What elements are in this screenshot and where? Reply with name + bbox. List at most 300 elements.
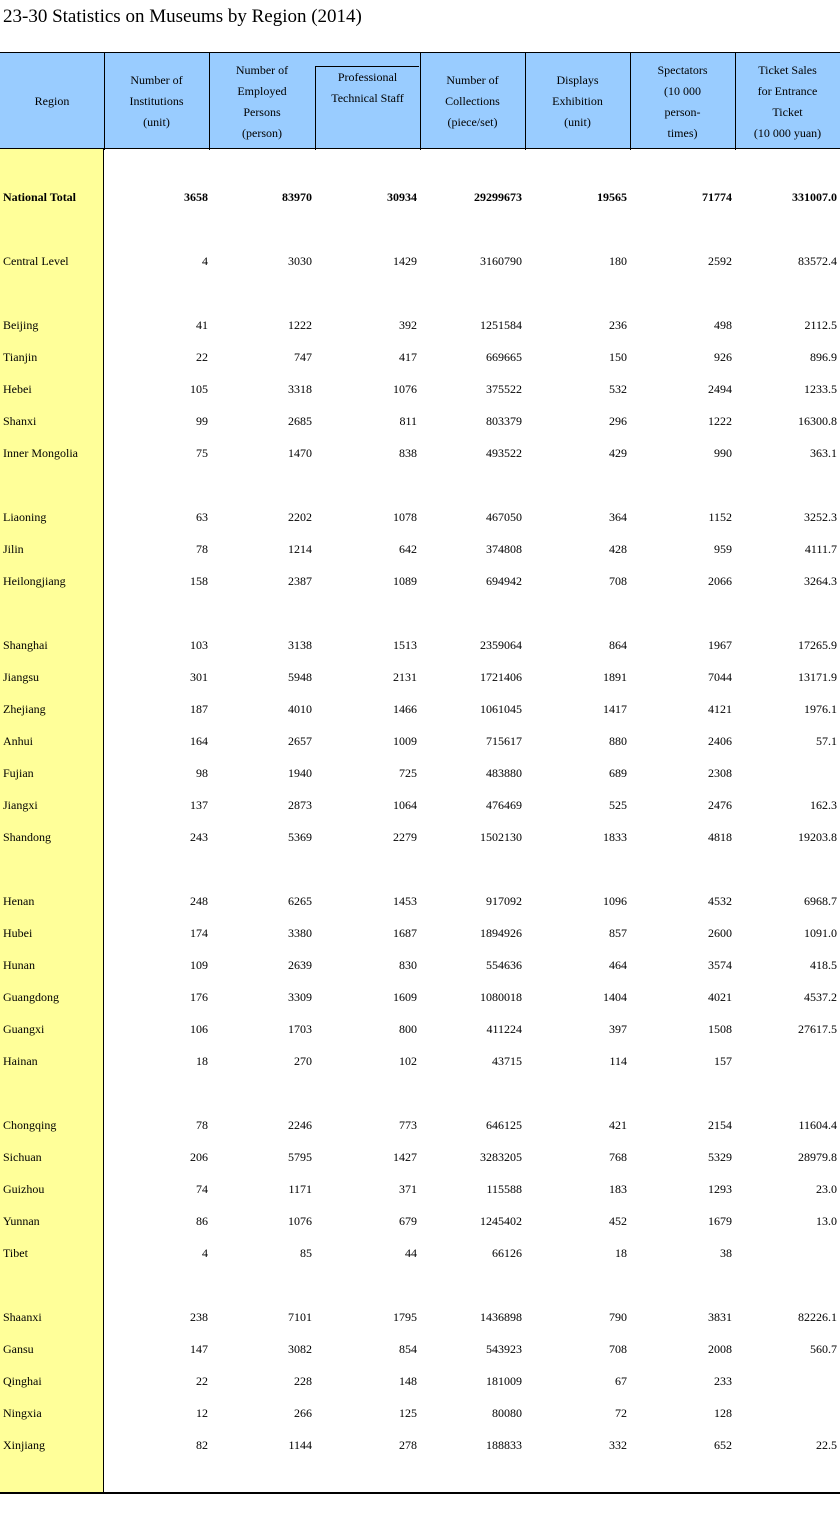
cell-value: 233 bbox=[714, 1374, 732, 1388]
cell-value: 421 bbox=[609, 1118, 627, 1132]
cell-value: 44 bbox=[405, 1246, 417, 1260]
cell-value: 429 bbox=[609, 446, 627, 460]
cell-value: 4 bbox=[202, 254, 208, 268]
region-name: Guangdong bbox=[3, 990, 59, 1004]
table-row bbox=[0, 379, 840, 399]
cell-value: 22 bbox=[196, 350, 208, 364]
table-row bbox=[0, 1179, 840, 1199]
cell-value: 3138 bbox=[288, 638, 312, 652]
cell-value: 183 bbox=[609, 1182, 627, 1196]
cell-value: 790 bbox=[609, 1310, 627, 1324]
cell-value: 498 bbox=[714, 318, 732, 332]
cell-value: 85 bbox=[300, 1246, 312, 1260]
table-row bbox=[0, 923, 840, 943]
cell-value: 646125 bbox=[486, 1118, 522, 1132]
region-name: Qinghai bbox=[3, 1374, 42, 1388]
cell-value: 115588 bbox=[486, 1182, 522, 1196]
cell-value: 708 bbox=[609, 574, 627, 588]
cell-value: 1404 bbox=[603, 990, 627, 1004]
table-row bbox=[0, 315, 840, 335]
cell-value: 266 bbox=[294, 1406, 312, 1420]
cell-value: 679 bbox=[399, 1214, 417, 1228]
header-institutions: Number of Institutions (unit) bbox=[129, 73, 184, 129]
cell-value: 13171.9 bbox=[798, 670, 837, 684]
cell-value: 57.1 bbox=[816, 734, 837, 748]
header-displays: Displays Exhibition (unit) bbox=[552, 73, 603, 129]
cell-value: 363.1 bbox=[810, 446, 837, 460]
cell-value: 18 bbox=[196, 1054, 208, 1068]
cell-value: 3160790 bbox=[480, 254, 522, 268]
cell-value: 3658 bbox=[184, 190, 208, 204]
cell-value: 2008 bbox=[708, 1342, 732, 1356]
cell-value: 411224 bbox=[486, 1022, 522, 1036]
cell-value: 103 bbox=[190, 638, 208, 652]
region-name: Sichuan bbox=[3, 1150, 42, 1164]
cell-value: 19203.8 bbox=[798, 830, 837, 844]
region-name: Ningxia bbox=[3, 1406, 42, 1420]
cell-value: 5329 bbox=[708, 1150, 732, 1164]
page-title: 23-30 Statistics on Museums by Region (2014) bbox=[3, 6, 362, 27]
cell-value: 371 bbox=[399, 1182, 417, 1196]
cell-value: 109 bbox=[190, 958, 208, 972]
region-name: Yunnan bbox=[3, 1214, 40, 1228]
cell-value: 83572.4 bbox=[798, 254, 837, 268]
cell-value: 3264.3 bbox=[804, 574, 837, 588]
cell-value: 148 bbox=[399, 1374, 417, 1388]
cell-value: 1076 bbox=[288, 1214, 312, 1228]
cell-value: 2359064 bbox=[480, 638, 522, 652]
cell-value: 147 bbox=[190, 1342, 208, 1356]
cell-value: 1466 bbox=[393, 702, 417, 716]
cell-value: 1436898 bbox=[480, 1310, 522, 1324]
cell-value: 43715 bbox=[492, 1054, 522, 1068]
region-name: Tianjin bbox=[3, 350, 38, 364]
cell-value: 1894926 bbox=[480, 926, 522, 940]
table-row bbox=[0, 1147, 840, 1167]
cell-value: 243 bbox=[190, 830, 208, 844]
cell-value: 2246 bbox=[288, 1118, 312, 1132]
table-row bbox=[0, 763, 840, 783]
header-spectators: Spectators (10 000 person- times) bbox=[657, 62, 708, 140]
cell-value: 830 bbox=[399, 958, 417, 972]
cell-value: 7101 bbox=[288, 1310, 312, 1324]
cell-value: 2476 bbox=[708, 798, 732, 812]
cell-value: 1721406 bbox=[480, 670, 522, 684]
cell-value: 715617 bbox=[486, 734, 522, 748]
cell-value: 72 bbox=[615, 1406, 627, 1420]
region-name: Anhui bbox=[3, 734, 33, 748]
cell-value: 1214 bbox=[288, 542, 312, 556]
table-row bbox=[0, 1371, 840, 1391]
cell-value: 5795 bbox=[288, 1150, 312, 1164]
cell-value: 857 bbox=[609, 926, 627, 940]
cell-value: 28979.8 bbox=[798, 1150, 837, 1164]
cell-value: 642 bbox=[399, 542, 417, 556]
cell-value: 3082 bbox=[288, 1342, 312, 1356]
cell-value: 236 bbox=[609, 318, 627, 332]
cell-value: 18 bbox=[615, 1246, 627, 1260]
cell-value: 2657 bbox=[288, 734, 312, 748]
region-name: Heilongjiang bbox=[3, 574, 66, 588]
cell-value: 854 bbox=[399, 1342, 417, 1356]
cell-value: 1233.5 bbox=[804, 382, 837, 396]
cell-value: 1940 bbox=[288, 766, 312, 780]
cell-value: 483880 bbox=[486, 766, 522, 780]
cell-value: 181009 bbox=[486, 1374, 522, 1388]
cell-value: 102 bbox=[399, 1054, 417, 1068]
region-name: Inner Mongolia bbox=[3, 446, 78, 460]
cell-value: 5948 bbox=[288, 670, 312, 684]
cell-value: 3318 bbox=[288, 382, 312, 396]
cell-value: 1429 bbox=[393, 254, 417, 268]
cell-value: 926 bbox=[714, 350, 732, 364]
cell-value: 4010 bbox=[288, 702, 312, 716]
cell-value: 16300.8 bbox=[798, 414, 837, 428]
cell-value: 67 bbox=[615, 1374, 627, 1388]
table-row bbox=[0, 1435, 840, 1455]
cell-value: 1470 bbox=[288, 446, 312, 460]
cell-value: 896.9 bbox=[810, 350, 837, 364]
cell-value: 773 bbox=[399, 1118, 417, 1132]
cell-value: 1222 bbox=[708, 414, 732, 428]
cell-value: 137 bbox=[190, 798, 208, 812]
cell-value: 78 bbox=[196, 1118, 208, 1132]
table-row bbox=[0, 1211, 840, 1231]
cell-value: 29299673 bbox=[474, 190, 522, 204]
cell-value: 464 bbox=[609, 958, 627, 972]
cell-value: 278 bbox=[399, 1438, 417, 1452]
cell-value: 1427 bbox=[393, 1150, 417, 1164]
cell-value: 2308 bbox=[708, 766, 732, 780]
cell-value: 1096 bbox=[603, 894, 627, 908]
cell-value: 3283205 bbox=[480, 1150, 522, 1164]
cell-value: 694942 bbox=[486, 574, 522, 588]
cell-value: 162.3 bbox=[810, 798, 837, 812]
cell-value: 2600 bbox=[708, 926, 732, 940]
cell-value: 332 bbox=[609, 1438, 627, 1452]
cell-value: 532 bbox=[609, 382, 627, 396]
region-name: Liaoning bbox=[3, 510, 47, 524]
cell-value: 800 bbox=[399, 1022, 417, 1036]
cell-value: 17265.9 bbox=[798, 638, 837, 652]
cell-value: 1833 bbox=[603, 830, 627, 844]
cell-value: 5369 bbox=[288, 830, 312, 844]
cell-value: 105 bbox=[190, 382, 208, 396]
cell-value: 417 bbox=[399, 350, 417, 364]
table-row bbox=[0, 571, 840, 591]
cell-value: 11604.4 bbox=[798, 1118, 837, 1132]
cell-value: 2406 bbox=[708, 734, 732, 748]
cell-value: 3252.3 bbox=[804, 510, 837, 524]
cell-value: 1795 bbox=[393, 1310, 417, 1324]
region-name: Henan bbox=[3, 894, 35, 908]
cell-value: 296 bbox=[609, 414, 627, 428]
cell-value: 4532 bbox=[708, 894, 732, 908]
cell-value: 66126 bbox=[492, 1246, 522, 1260]
header-subdivider bbox=[315, 66, 419, 67]
cell-value: 2592 bbox=[708, 254, 732, 268]
cell-value: 864 bbox=[609, 638, 627, 652]
cell-value: 543923 bbox=[486, 1342, 522, 1356]
cell-value: 1064 bbox=[393, 798, 417, 812]
cell-value: 2494 bbox=[708, 382, 732, 396]
cell-value: 375522 bbox=[486, 382, 522, 396]
cell-value: 206 bbox=[190, 1150, 208, 1164]
cell-value: 1293 bbox=[708, 1182, 732, 1196]
cell-value: 74 bbox=[196, 1182, 208, 1196]
cell-value: 1417 bbox=[603, 702, 627, 716]
cell-value: 452 bbox=[609, 1214, 627, 1228]
cell-value: 467050 bbox=[486, 510, 522, 524]
cell-value: 41 bbox=[196, 318, 208, 332]
table-row bbox=[0, 251, 840, 271]
region-name: Hebei bbox=[3, 382, 32, 396]
cell-value: 2873 bbox=[288, 798, 312, 812]
region-name: Hunan bbox=[3, 958, 35, 972]
cell-value: 652 bbox=[714, 1438, 732, 1452]
table-row bbox=[0, 795, 840, 815]
cell-value: 301 bbox=[190, 670, 208, 684]
table-row bbox=[0, 955, 840, 975]
cell-value: 1513 bbox=[393, 638, 417, 652]
cell-value: 174 bbox=[190, 926, 208, 940]
cell-value: 4537.2 bbox=[804, 990, 837, 1004]
table-row bbox=[0, 1339, 840, 1359]
cell-value: 4818 bbox=[708, 830, 732, 844]
table-row bbox=[0, 667, 840, 687]
cell-value: 106 bbox=[190, 1022, 208, 1036]
cell-value: 80080 bbox=[492, 1406, 522, 1420]
table-row bbox=[0, 187, 840, 207]
cell-value: 228 bbox=[294, 1374, 312, 1388]
region-name: Jilin bbox=[3, 542, 24, 556]
table-row bbox=[0, 1403, 840, 1423]
cell-value: 1152 bbox=[708, 510, 732, 524]
cell-value: 2131 bbox=[393, 670, 417, 684]
cell-value: 30934 bbox=[387, 190, 417, 204]
cell-value: 71774 bbox=[702, 190, 732, 204]
cell-value: 1061045 bbox=[480, 702, 522, 716]
region-name: Gansu bbox=[3, 1342, 34, 1356]
cell-value: 1976.1 bbox=[804, 702, 837, 716]
cell-value: 493522 bbox=[486, 446, 522, 460]
cell-value: 270 bbox=[294, 1054, 312, 1068]
table-row bbox=[0, 1243, 840, 1263]
cell-value: 114 bbox=[609, 1054, 627, 1068]
cell-value: 7044 bbox=[708, 670, 732, 684]
region-name: Hubei bbox=[3, 926, 33, 940]
header-collections: Number of Collections (piece/set) bbox=[445, 73, 500, 129]
cell-value: 180 bbox=[609, 254, 627, 268]
header-technical-staff: Professional Technical Staff bbox=[331, 70, 404, 105]
cell-value: 3380 bbox=[288, 926, 312, 940]
table-row bbox=[0, 539, 840, 559]
cell-value: 4021 bbox=[708, 990, 732, 1004]
cell-value: 75 bbox=[196, 446, 208, 460]
cell-value: 1009 bbox=[393, 734, 417, 748]
cell-value: 1609 bbox=[393, 990, 417, 1004]
cell-value: 525 bbox=[609, 798, 627, 812]
cell-value: 2639 bbox=[288, 958, 312, 972]
table-row bbox=[0, 507, 840, 527]
cell-value: 12 bbox=[196, 1406, 208, 1420]
cell-value: 1222 bbox=[288, 318, 312, 332]
cell-value: 2202 bbox=[288, 510, 312, 524]
cell-value: 2387 bbox=[288, 574, 312, 588]
cell-value: 4121 bbox=[708, 702, 732, 716]
cell-value: 1679 bbox=[708, 1214, 732, 1228]
cell-value: 82 bbox=[196, 1438, 208, 1452]
table-row bbox=[0, 987, 840, 1007]
cell-value: 917092 bbox=[486, 894, 522, 908]
cell-value: 1245402 bbox=[480, 1214, 522, 1228]
cell-value: 2066 bbox=[708, 574, 732, 588]
cell-value: 4 bbox=[202, 1246, 208, 1260]
region-name: Guangxi bbox=[3, 1022, 45, 1036]
cell-value: 38 bbox=[720, 1246, 732, 1260]
region-name: Fujian bbox=[3, 766, 34, 780]
cell-value: 331007.0 bbox=[792, 190, 837, 204]
region-name: Central Level bbox=[3, 254, 69, 268]
header-employed: Number of Employed Persons (person) bbox=[235, 62, 289, 140]
cell-value: 1144 bbox=[288, 1438, 312, 1452]
region-name: Guizhou bbox=[3, 1182, 45, 1196]
cell-value: 1078 bbox=[393, 510, 417, 524]
cell-value: 2279 bbox=[393, 830, 417, 844]
cell-value: 708 bbox=[609, 1342, 627, 1356]
cell-value: 3309 bbox=[288, 990, 312, 1004]
cell-value: 3030 bbox=[288, 254, 312, 268]
cell-value: 990 bbox=[714, 446, 732, 460]
table-row bbox=[0, 635, 840, 655]
cell-value: 803379 bbox=[486, 414, 522, 428]
cell-value: 560.7 bbox=[810, 1342, 837, 1356]
cell-value: 19565 bbox=[597, 190, 627, 204]
cell-value: 6265 bbox=[288, 894, 312, 908]
cell-value: 669665 bbox=[486, 350, 522, 364]
cell-value: 397 bbox=[609, 1022, 627, 1036]
cell-value: 238 bbox=[190, 1310, 208, 1324]
cell-value: 98 bbox=[196, 766, 208, 780]
cell-value: 22 bbox=[196, 1374, 208, 1388]
cell-value: 1967 bbox=[708, 638, 732, 652]
region-name: Jiangxi bbox=[3, 798, 38, 812]
cell-value: 1089 bbox=[393, 574, 417, 588]
cell-value: 128 bbox=[714, 1406, 732, 1420]
cell-value: 1703 bbox=[288, 1022, 312, 1036]
cell-value: 27617.5 bbox=[798, 1022, 837, 1036]
region-name: Zhejiang bbox=[3, 702, 46, 716]
region-name: Shanxi bbox=[3, 414, 37, 428]
cell-value: 176 bbox=[190, 990, 208, 1004]
cell-value: 725 bbox=[399, 766, 417, 780]
cell-value: 1080018 bbox=[480, 990, 522, 1004]
table-row bbox=[0, 699, 840, 719]
cell-value: 1091.0 bbox=[804, 926, 837, 940]
cell-value: 4111.7 bbox=[804, 542, 837, 556]
region-name: Xinjiang bbox=[3, 1438, 45, 1452]
table-row bbox=[0, 891, 840, 911]
cell-value: 150 bbox=[609, 350, 627, 364]
table-row bbox=[0, 443, 840, 463]
region-name: National Total bbox=[3, 190, 77, 204]
cell-value: 1076 bbox=[393, 382, 417, 396]
region-name: Shanghai bbox=[3, 638, 48, 652]
cell-value: 1891 bbox=[603, 670, 627, 684]
table-row bbox=[0, 1019, 840, 1039]
cell-value: 418.5 bbox=[810, 958, 837, 972]
cell-value: 157 bbox=[714, 1054, 732, 1068]
cell-value: 2154 bbox=[708, 1118, 732, 1132]
cell-value: 689 bbox=[609, 766, 627, 780]
cell-value: 23.0 bbox=[816, 1182, 837, 1196]
table-row bbox=[0, 347, 840, 367]
table-row bbox=[0, 827, 840, 847]
table-row bbox=[0, 1051, 840, 1071]
cell-value: 164 bbox=[190, 734, 208, 748]
cell-value: 1453 bbox=[393, 894, 417, 908]
cell-value: 364 bbox=[609, 510, 627, 524]
region-name: Beijing bbox=[3, 318, 39, 332]
cell-value: 959 bbox=[714, 542, 732, 556]
cell-value: 13.0 bbox=[816, 1214, 837, 1228]
cell-value: 476469 bbox=[486, 798, 522, 812]
cell-value: 6968.7 bbox=[804, 894, 837, 908]
header-ticket-sales: Ticket Sales for Entrance Ticket (10 000 yuan) bbox=[753, 62, 822, 140]
header-region: Region bbox=[34, 94, 70, 108]
cell-value: 428 bbox=[609, 542, 627, 556]
cell-value: 1508 bbox=[708, 1022, 732, 1036]
cell-value: 22.5 bbox=[816, 1438, 837, 1452]
table-bottom-rule bbox=[0, 1492, 840, 1494]
cell-value: 1251584 bbox=[480, 318, 522, 332]
table-row bbox=[0, 731, 840, 751]
cell-value: 83970 bbox=[282, 190, 312, 204]
cell-value: 187 bbox=[190, 702, 208, 716]
cell-value: 1502130 bbox=[480, 830, 522, 844]
museum-statistics-table bbox=[0, 52, 840, 1494]
cell-value: 3831 bbox=[708, 1310, 732, 1324]
cell-value: 158 bbox=[190, 574, 208, 588]
region-name: Shaanxi bbox=[3, 1310, 42, 1324]
cell-value: 880 bbox=[609, 734, 627, 748]
cell-value: 125 bbox=[399, 1406, 417, 1420]
cell-value: 1687 bbox=[393, 926, 417, 940]
cell-value: 2112.5 bbox=[804, 318, 837, 332]
region-name: Tibet bbox=[3, 1246, 28, 1260]
cell-value: 99 bbox=[196, 414, 208, 428]
cell-value: 3574 bbox=[708, 958, 732, 972]
table-row bbox=[0, 1307, 840, 1327]
cell-value: 392 bbox=[399, 318, 417, 332]
table-header bbox=[0, 52, 840, 149]
region-name: Shandong bbox=[3, 830, 51, 844]
cell-value: 374808 bbox=[486, 542, 522, 556]
region-name: Jiangsu bbox=[3, 670, 39, 684]
cell-value: 838 bbox=[399, 446, 417, 460]
cell-value: 811 bbox=[399, 414, 417, 428]
region-name: Chongqing bbox=[3, 1118, 57, 1132]
cell-value: 78 bbox=[196, 542, 208, 556]
cell-value: 554636 bbox=[486, 958, 522, 972]
cell-value: 768 bbox=[609, 1150, 627, 1164]
cell-value: 86 bbox=[196, 1214, 208, 1228]
region-name: Hainan bbox=[3, 1054, 38, 1068]
cell-value: 1171 bbox=[288, 1182, 312, 1196]
table-row bbox=[0, 1115, 840, 1135]
cell-value: 248 bbox=[190, 894, 208, 908]
cell-value: 82226.1 bbox=[798, 1310, 837, 1324]
